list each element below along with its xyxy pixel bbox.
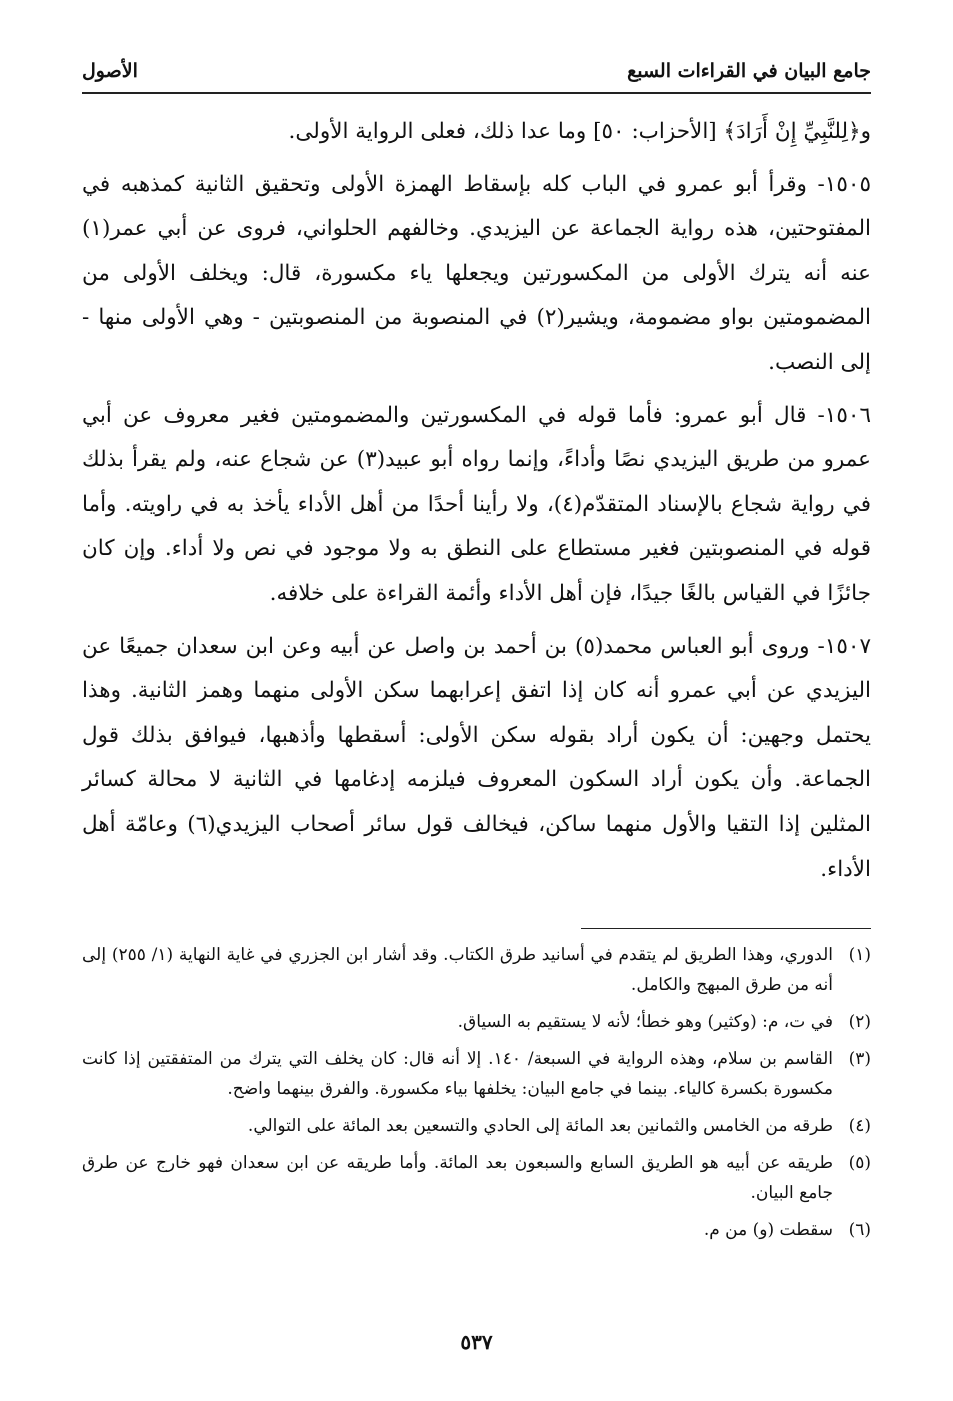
paragraph: ١٥٠٥- وقرأ أبو عمرو في الباب كله بإسقاط الهمزة الأولى وتحقيق الثانية كمذهبه في المفتوحتين، هذه رواية الجماعة عن اليزيدي. وخالفهم الحلواني، فروى عن أبي عمر(١) عنه أنه يترك الأولى من المكسورتين ويجعلها ياء مكسورة، قال: ويخلف الأولى من المضمومتين بواو مضمومة، ويشير(٢) في المنصوبة من المنصوبتين - وهي الأولى منها - إلى النصب. xyxy=(82,171,871,375)
footnote-text: سقطت (و) من م. xyxy=(703,1220,833,1240)
page-number: ٥٣٧ xyxy=(460,1330,493,1354)
footnote xyxy=(82,1111,871,1141)
paragraph: ١٥٠٧- وروى أبو العباس محمد(٥) بن أحمد بن واصل عن أبيه وعن ابن سعدان جميعًا عن اليزيدي عن أبي عمرو أنه كان إذا اتفق إعرابهما سكن الأولى منهما وهمز الثانية. وهذا يحتمل وجهين: أن يكون أراد بقوله سكن الأولى: أسقطها وأذهبها، فيوافق بذلك قول الجماعة. وأن يكون أراد السكون المعروف فيلزمه إدغامها في الثانية لا محالة كسائر المثلين إذا التقيا والأول منهما ساكن، فيخالف قول سائر أصحاب اليزيدي(٦) وعامّة أهل الأداء. xyxy=(82,633,871,882)
footnote-number: (٢) xyxy=(848,1012,871,1032)
footnote xyxy=(82,940,871,1000)
footnote-number: (٦) xyxy=(848,1220,871,1240)
footnote-text: القاسم بن سلام، وهذه الرواية في السبعة/ ١٤٠. إلا أنه قال: كان يخلف التي يترك من المتفقتين إذا كانت مكسورة بكسرة كالياء. بينما في جامع البيان: يخلفها بياء مكسورة. والفرق بينهما واضح. xyxy=(82,1049,833,1099)
main-text xyxy=(82,110,871,900)
footnote-text: طرقه من الخامس والثمانين بعد المائة إلى الحادي والتسعين بعد المائة على التوالي. xyxy=(247,1116,833,1136)
section-title: الأصول xyxy=(82,60,138,82)
footnote xyxy=(82,1044,871,1104)
book-title: جامع البيان في القراءات السبع xyxy=(627,60,871,82)
footnotes xyxy=(82,940,871,1252)
running-header xyxy=(82,58,871,94)
footnote xyxy=(82,1148,871,1208)
paragraph: ١٥٠٦- قال أبو عمرو: فأما قوله في المكسورتين والمضمومتين فغير معروف عن أبي عمرو من طريق اليزيدي نصًا وأداءً، وإنما رواه أبو عبيد(٣) عن شجاع عنه، ولم يقرأ بذلك في رواية شجاع بالإسناد المتقدّم(٤)، ولا رأينا أحدًا من أهل الأداء يأخذ به في راويته. وأما قوله في المنصوبتين فغير مستطاع على النطق به ولا موجود في نص ولا أداء. وإن كان جائزًا في القياس بالغًا جيدًا، فإن أهل الأداء وأئمة القراءة على خلافه. xyxy=(82,402,871,606)
footnote-text: الدوري، وهذا الطريق لم يتقدم في أسانيد طرق الكتاب. وقد أشار ابن الجزري في غاية النهاية (١/ ٢٥٥) إلى أنه من طرق المبهج والكامل. xyxy=(82,945,834,995)
footnote-separator xyxy=(581,928,871,929)
paragraph: و﴿لِلنَّبِيِّ إِنْ أَرَادَ﴾ [الأحزاب: ٥٠] وما عدا ذلك، فعلى الرواية الأولى. xyxy=(288,119,871,144)
footnote-text: طريقه عن أبيه هو الطريق السابع والسبعون بعد المائة. وأما طريقه عن ابن سعدان فهو خارج عن طرق جامع البيان. xyxy=(82,1153,833,1203)
footnote-number: (١) xyxy=(848,945,871,965)
footnote-number: (٤) xyxy=(848,1116,871,1136)
footnote xyxy=(82,1007,871,1037)
footnote-text: في ت، م: (وكثير) وهو خطأ؛ لأنه لا يستقيم به السياق. xyxy=(457,1012,833,1032)
footnote xyxy=(82,1215,871,1245)
footnote-number: (٣) xyxy=(848,1049,871,1069)
footnote-number: (٥) xyxy=(848,1153,871,1173)
